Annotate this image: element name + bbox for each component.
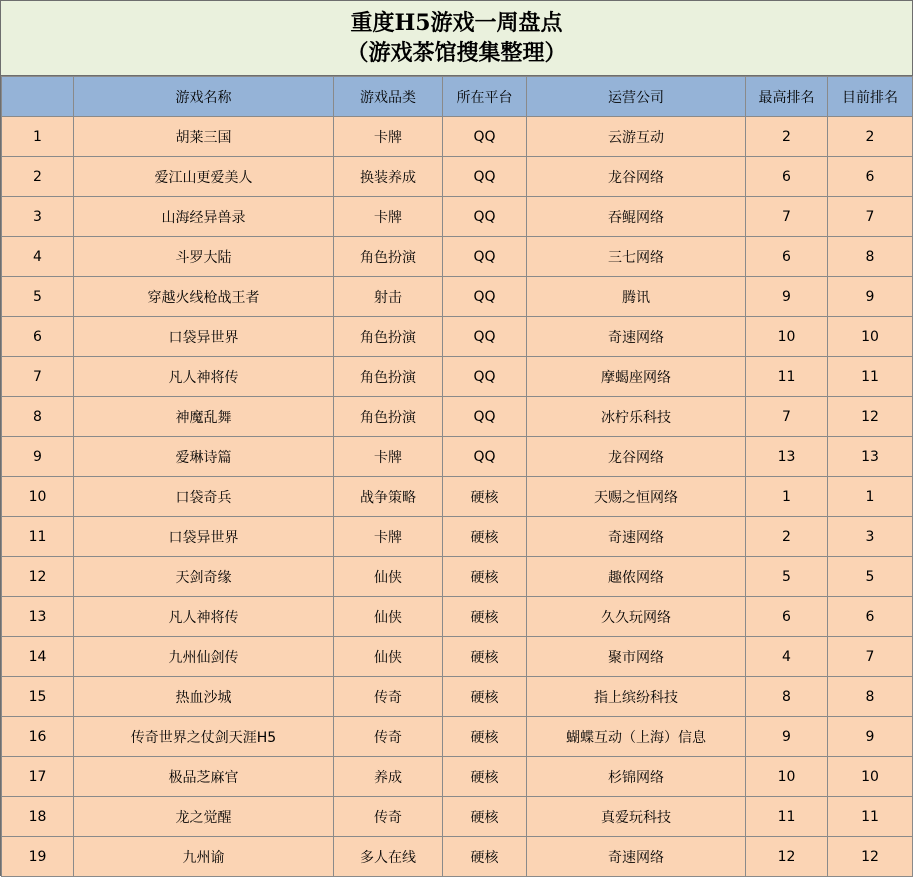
table-row: [2, 477, 913, 517]
table-body: [2, 117, 913, 877]
platform-cell: 硬核: [443, 797, 527, 837]
platform-cell: QQ: [443, 237, 527, 277]
current-rank-cell: 8: [828, 677, 913, 717]
platform-cell: 硬核: [443, 477, 527, 517]
category-cell: 传奇: [334, 717, 443, 757]
platform-cell: QQ: [443, 397, 527, 437]
row-index: 9: [2, 437, 74, 477]
current-rank-cell: 7: [828, 197, 913, 237]
category-cell: 换装养成: [334, 157, 443, 197]
table-row: [2, 557, 913, 597]
column-header-company: 运营公司: [527, 77, 746, 117]
platform-cell: 硬核: [443, 677, 527, 717]
current-rank-cell: 12: [828, 837, 913, 877]
table-row: [2, 597, 913, 637]
category-cell: 仙侠: [334, 597, 443, 637]
game-name-cell: 天剑奇缘: [74, 557, 334, 597]
category-cell: 射击: [334, 277, 443, 317]
table-row: [2, 677, 913, 717]
company-cell: 摩蝎座网络: [527, 357, 746, 397]
current-rank-cell: 9: [828, 717, 913, 757]
company-cell: 冰柠乐科技: [527, 397, 746, 437]
highest-rank-cell: 11: [746, 357, 828, 397]
category-cell: 卡牌: [334, 197, 443, 237]
current-rank-cell: 5: [828, 557, 913, 597]
company-cell: 云游互动: [527, 117, 746, 157]
current-rank-cell: 9: [828, 277, 913, 317]
game-name-cell: 九州谕: [74, 837, 334, 877]
row-index: 3: [2, 197, 74, 237]
game-name-cell: 山海经异兽录: [74, 197, 334, 237]
title-block: [1, 1, 912, 76]
current-rank-cell: 6: [828, 157, 913, 197]
highest-rank-cell: 7: [746, 197, 828, 237]
row-index: 5: [2, 277, 74, 317]
highest-rank-cell: 11: [746, 797, 828, 837]
current-rank-cell: 11: [828, 357, 913, 397]
platform-cell: QQ: [443, 317, 527, 357]
column-header-platform: 所在平台: [443, 77, 527, 117]
game-name-cell: 凡人神将传: [74, 357, 334, 397]
current-rank-cell: 7: [828, 637, 913, 677]
table-row: [2, 197, 913, 237]
table-row: [2, 637, 913, 677]
category-cell: 多人在线: [334, 837, 443, 877]
platform-cell: 硬核: [443, 517, 527, 557]
category-cell: 卡牌: [334, 437, 443, 477]
company-cell: 杉锦网络: [527, 757, 746, 797]
column-header-category: 游戏品类: [334, 77, 443, 117]
company-cell: 指上缤纷科技: [527, 677, 746, 717]
category-cell: 角色扮演: [334, 397, 443, 437]
company-cell: 天赐之恒网络: [527, 477, 746, 517]
category-cell: 角色扮演: [334, 317, 443, 357]
row-index: 19: [2, 837, 74, 877]
table-row: [2, 357, 913, 397]
category-cell: 角色扮演: [334, 357, 443, 397]
game-name-cell: 口袋异世界: [74, 317, 334, 357]
table-row: [2, 397, 913, 437]
ranking-table: [1, 76, 913, 877]
company-cell: 吞鲲网络: [527, 197, 746, 237]
game-name-cell: 斗罗大陆: [74, 237, 334, 277]
game-name-cell: 九州仙剑传: [74, 637, 334, 677]
platform-cell: QQ: [443, 197, 527, 237]
row-index: 1: [2, 117, 74, 157]
column-header-highest-rank: 最高排名: [746, 77, 828, 117]
current-rank-cell: 3: [828, 517, 913, 557]
current-rank-cell: 6: [828, 597, 913, 637]
current-rank-cell: 8: [828, 237, 913, 277]
table-row: [2, 237, 913, 277]
row-index: 2: [2, 157, 74, 197]
platform-cell: QQ: [443, 437, 527, 477]
row-index: 8: [2, 397, 74, 437]
current-rank-cell: 1: [828, 477, 913, 517]
highest-rank-cell: 8: [746, 677, 828, 717]
row-index: 15: [2, 677, 74, 717]
game-name-cell: 爱江山更爱美人: [74, 157, 334, 197]
row-index: 13: [2, 597, 74, 637]
company-cell: 三七网络: [527, 237, 746, 277]
platform-cell: QQ: [443, 117, 527, 157]
game-name-cell: 凡人神将传: [74, 597, 334, 637]
game-name-cell: 神魔乱舞: [74, 397, 334, 437]
company-cell: 趣侬网络: [527, 557, 746, 597]
highest-rank-cell: 2: [746, 117, 828, 157]
platform-cell: 硬核: [443, 597, 527, 637]
row-index: 17: [2, 757, 74, 797]
platform-cell: 硬核: [443, 557, 527, 597]
highest-rank-cell: 10: [746, 317, 828, 357]
category-cell: 卡牌: [334, 117, 443, 157]
column-header-game-name: 游戏名称: [74, 77, 334, 117]
row-index: 10: [2, 477, 74, 517]
game-name-cell: 口袋异世界: [74, 517, 334, 557]
row-index: 4: [2, 237, 74, 277]
table-row: [2, 757, 913, 797]
current-rank-cell: 2: [828, 117, 913, 157]
category-cell: 仙侠: [334, 557, 443, 597]
company-cell: 久久玩网络: [527, 597, 746, 637]
table-row: [2, 517, 913, 557]
category-cell: 仙侠: [334, 637, 443, 677]
table-row: [2, 277, 913, 317]
row-index: 18: [2, 797, 74, 837]
category-cell: 角色扮演: [334, 237, 443, 277]
current-rank-cell: 10: [828, 757, 913, 797]
current-rank-cell: 11: [828, 797, 913, 837]
company-cell: 奇速网络: [527, 317, 746, 357]
category-cell: 战争策略: [334, 477, 443, 517]
table-row: [2, 437, 913, 477]
game-name-cell: 极品芝麻官: [74, 757, 334, 797]
highest-rank-cell: 9: [746, 717, 828, 757]
highest-rank-cell: 4: [746, 637, 828, 677]
highest-rank-cell: 6: [746, 157, 828, 197]
current-rank-cell: 12: [828, 397, 913, 437]
category-cell: 传奇: [334, 677, 443, 717]
page-subtitle: （游戏茶馆搜集整理）: [346, 40, 567, 66]
highest-rank-cell: 1: [746, 477, 828, 517]
row-index: 6: [2, 317, 74, 357]
game-name-cell: 口袋奇兵: [74, 477, 334, 517]
page-title: 重度H5游戏一周盘点: [350, 10, 563, 36]
category-cell: 传奇: [334, 797, 443, 837]
platform-cell: QQ: [443, 357, 527, 397]
current-rank-cell: 13: [828, 437, 913, 477]
row-index: 12: [2, 557, 74, 597]
category-cell: 养成: [334, 757, 443, 797]
current-rank-cell: 10: [828, 317, 913, 357]
header-row: [2, 77, 913, 117]
company-cell: 腾讯: [527, 277, 746, 317]
category-cell: 卡牌: [334, 517, 443, 557]
table-row: [2, 117, 913, 157]
company-cell: 龙谷网络: [527, 157, 746, 197]
column-header-current-rank: 目前排名: [828, 77, 913, 117]
row-index: 16: [2, 717, 74, 757]
table-row: [2, 157, 913, 197]
row-index: 7: [2, 357, 74, 397]
company-cell: 奇速网络: [527, 837, 746, 877]
game-name-cell: 胡莱三国: [74, 117, 334, 157]
platform-cell: QQ: [443, 157, 527, 197]
highest-rank-cell: 6: [746, 597, 828, 637]
row-index: 14: [2, 637, 74, 677]
highest-rank-cell: 10: [746, 757, 828, 797]
table-row: [2, 837, 913, 877]
platform-cell: 硬核: [443, 717, 527, 757]
game-name-cell: 龙之觉醒: [74, 797, 334, 837]
platform-cell: 硬核: [443, 837, 527, 877]
company-cell: 真爱玩科技: [527, 797, 746, 837]
company-cell: 聚市网络: [527, 637, 746, 677]
highest-rank-cell: 13: [746, 437, 828, 477]
column-header-index: [2, 77, 74, 117]
company-cell: 奇速网络: [527, 517, 746, 557]
platform-cell: QQ: [443, 277, 527, 317]
company-cell: 蝴蝶互动（上海）信息: [527, 717, 746, 757]
highest-rank-cell: 2: [746, 517, 828, 557]
game-name-cell: 爱琳诗篇: [74, 437, 334, 477]
platform-cell: 硬核: [443, 637, 527, 677]
game-name-cell: 传奇世界之仗剑天涯H5: [74, 717, 334, 757]
row-index: 11: [2, 517, 74, 557]
table-row: [2, 797, 913, 837]
table-row: [2, 317, 913, 357]
highest-rank-cell: 5: [746, 557, 828, 597]
highest-rank-cell: 6: [746, 237, 828, 277]
highest-rank-cell: 7: [746, 397, 828, 437]
company-cell: 龙谷网络: [527, 437, 746, 477]
game-name-cell: 热血沙城: [74, 677, 334, 717]
table-row: [2, 717, 913, 757]
platform-cell: 硬核: [443, 757, 527, 797]
game-name-cell: 穿越火线枪战王者: [74, 277, 334, 317]
highest-rank-cell: 9: [746, 277, 828, 317]
highest-rank-cell: 12: [746, 837, 828, 877]
